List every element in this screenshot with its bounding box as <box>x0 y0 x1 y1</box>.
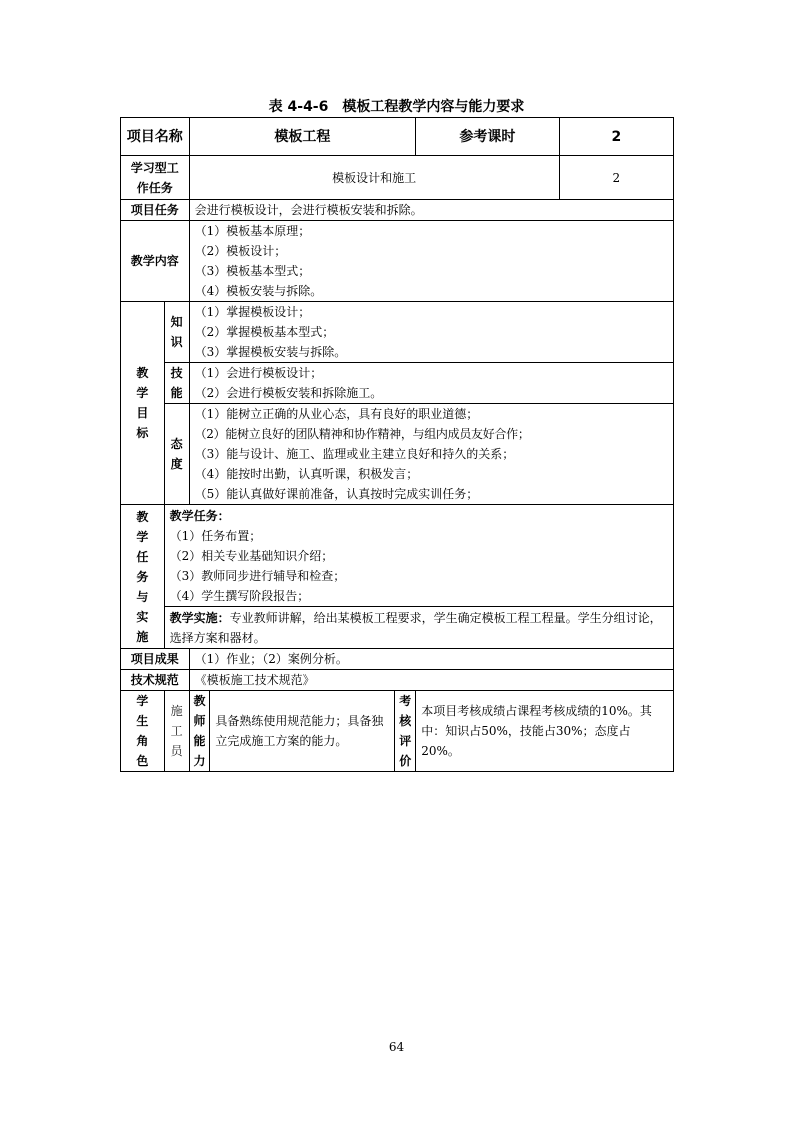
page-number: 64 <box>388 1040 405 1054</box>
attitude-list <box>189 404 673 505</box>
list-item: （1）能树立正确的从业心态，具有良好的职业道德； <box>194 407 479 421</box>
ability-label: 教师能力 <box>189 691 210 772</box>
ability-value: 具备熟练使用规范能力；具备独立完成施工方案的能力。 <box>210 691 395 772</box>
roles-row <box>121 691 674 772</box>
content-row <box>121 221 674 302</box>
list-item: （2）模板设计； <box>194 244 287 258</box>
skill-list <box>189 363 673 404</box>
list-item: （2）掌握模板基本型式； <box>194 325 335 339</box>
project-name: 模板工程 <box>189 118 416 156</box>
outcome-label: 项目成果 <box>121 649 190 670</box>
standard-value: 《模板施工技术规范》 <box>189 670 673 691</box>
learning-task-label: 学习型工作任务 <box>121 156 190 200</box>
list-item: （2）会进行模板安装和拆除施工。 <box>194 386 383 400</box>
header-row <box>121 118 674 156</box>
goals-label: 教学目标 <box>121 302 165 505</box>
ref-hours: 2 <box>559 118 673 156</box>
impl-method <box>164 607 673 649</box>
list-item: （1）会进行模板设计； <box>194 366 323 380</box>
standard-row <box>121 670 674 691</box>
project-task-label: 项目任务 <box>121 200 190 221</box>
tasks-heading: 教学任务： <box>169 508 230 523</box>
implementation-label: 教学任务与实施 <box>121 505 165 649</box>
list-item: （1）模板基本原理； <box>194 224 311 238</box>
attitude-label: 态度 <box>164 404 189 505</box>
role-value: 施工员 <box>164 691 189 772</box>
project-task-value: 会进行模板设计，会进行模板安装和拆除。 <box>189 200 673 221</box>
table-title: 表 4-4-6 模板工程教学内容与能力要求 <box>268 99 525 115</box>
roles-label: 学生角色 <box>121 691 165 772</box>
learning-task-value: 模板设计和施工 <box>189 156 559 200</box>
content-list <box>189 221 673 302</box>
assessment-label: 考核评价 <box>395 691 416 772</box>
project-task-row <box>121 200 674 221</box>
project-name-label: 项目名称 <box>121 118 190 156</box>
outcome-row <box>121 649 674 670</box>
content-label: 教学内容 <box>121 221 190 302</box>
list-item: （2）相关专业基础知识介绍； <box>169 548 334 563</box>
list-item: （1）任务布置； <box>169 528 262 543</box>
list-item: （3）掌握模板安装与拆除。 <box>194 345 347 359</box>
method-text: 专业教师讲解，给出某模板工程要求，学生确定模板工程工程量。学生分组讨论，选择方案和器材。 <box>169 610 662 645</box>
impl-method-row <box>121 607 674 649</box>
learning-task-hours: 2 <box>559 156 673 200</box>
list-item: （2）能树立良好的团队精神和协作精神，与组内成员友好合作； <box>194 427 530 441</box>
list-item: （4）学生撰写阶段报告； <box>169 588 310 603</box>
method-heading: 教学实施： <box>169 610 230 625</box>
skill-row <box>121 363 674 404</box>
list-item: （1）掌握模板设计； <box>194 305 311 319</box>
impl-tasks-row <box>121 505 674 607</box>
list-item: （3）教师同步进行辅导和检查； <box>169 568 346 583</box>
knowledge-list <box>189 302 673 363</box>
assessment-value: 本项目考核成绩占课程考核成绩的10%。其中：知识占50%，技能占30%；态度占20%。 <box>416 691 674 772</box>
list-item: （4）模板安装与拆除。 <box>194 284 323 298</box>
knowledge-label: 知识 <box>164 302 189 363</box>
standard-label: 技术规范 <box>121 670 190 691</box>
list-item: （4）能按时出勤，认真听课，积极发言； <box>194 467 419 481</box>
teaching-content-table <box>120 117 674 772</box>
list-item: （3）模板基本型式； <box>194 264 311 278</box>
attitude-row <box>121 404 674 505</box>
skill-label: 技能 <box>164 363 189 404</box>
ref-hours-label: 参考课时 <box>416 118 559 156</box>
list-item: （3）能与设计、施工、监理或业主建立良好和持久的关系； <box>194 447 515 461</box>
impl-tasks <box>164 505 673 607</box>
outcome-value: （1）作业；（2）案例分析。 <box>189 649 673 670</box>
knowledge-row <box>121 302 674 363</box>
list-item: （5）能认真做好课前准备，认真按时完成实训任务； <box>194 487 479 501</box>
task-row <box>121 156 674 200</box>
